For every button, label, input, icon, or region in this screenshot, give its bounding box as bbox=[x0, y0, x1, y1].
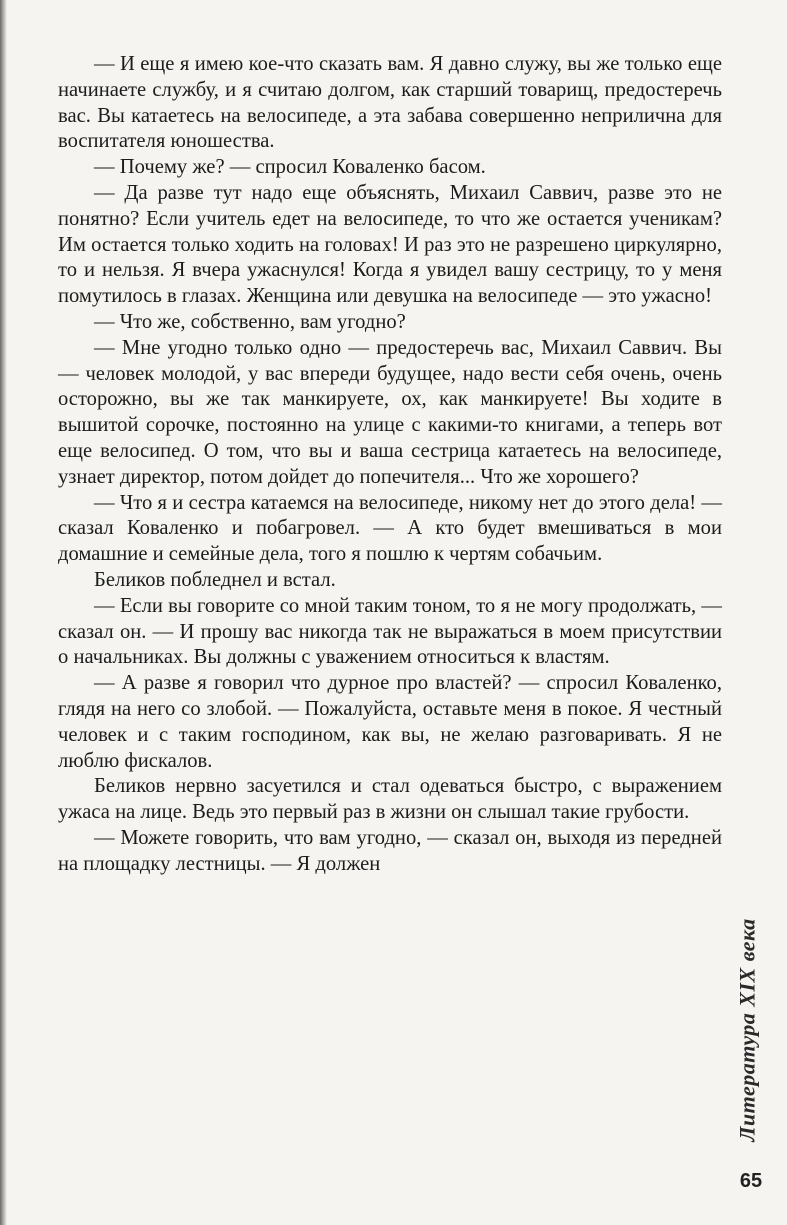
page-number: 65 bbox=[739, 1170, 763, 1192]
paragraph: — Что я и сестра катаемся на велосипеде, никому нет до этого дела! — сказал Коваленко и побагровел. — А кто будет вмешиваться в мои домашние и семейные дела, того я пошлю к чертям собачьим. bbox=[58, 491, 722, 566]
paragraph: — Если вы говорите со мной таким тоном, то я не могу продолжать, — сказал он. — И прошу вас никогда так не выражаться в моем присутствии о начальниках. Вы должны с уважением относиться к властям. bbox=[58, 594, 722, 669]
paragraph: — И еще я имею кое-что сказать вам. Я давно служу, вы же только еще начинаете службу, и я считаю долгом, как старший товарищ, предостеречь вас. Вы катаетесь на велосипеде, а эта забава совершенно неприлична для воспитателя юношества. bbox=[58, 53, 722, 153]
side-title-text: Литература XIX века bbox=[735, 918, 761, 1142]
paragraph: — Можете говорить, что вам угодно, — сказал он, выходя из передней на площадку лестницы. — Я должен bbox=[58, 826, 722, 875]
paragraph: — Да разве тут надо еще объяснять, Михаил Саввич, разве это не понятно? Если учитель едет на велосипеде, то что же остается ученикам? Им остается только ходить на головах! И раз это не разрешено циркулярно, то и нельзя. Я вчера ужаснулся! Когда я увидел вашу сестрицу, то у меня помутилось в глазах. Женщина или девушка на велосипеде — это ужасно! bbox=[58, 181, 722, 308]
body-text bbox=[58, 52, 722, 878]
running-side-title bbox=[728, 895, 768, 1165]
page-binding-shadow bbox=[0, 0, 7, 1225]
paragraph: — Почему же? — спросил Коваленко басом. bbox=[94, 156, 486, 179]
paragraph: Беликов побледнел и встал. bbox=[94, 568, 336, 591]
paragraph: — Мне угодно только одно — предостеречь вас, Михаил Саввич. Вы — человек молодой, у вас впереди будущее, надо вести себя очень, очень осторожно, вы же так манкируете, ох, как манкируете! Вы ходите в вышитой сорочке, постоянно на улице с какими-то книгами, а теперь вот еще велосипед. О том, что вы и ваша сестрица катаетесь на велосипеде, узнает директор, потом дойдет до попечителя... Что же хорошего? bbox=[58, 336, 722, 488]
paragraph: — А разве я говорил что дурное про властей? — спросил Коваленко, глядя на него со злобой. — Пожалуйста, оставьте меня в покое. Я честный человек и с таким господином, как вы, не желаю разговаривать. Я не люблю фискалов. bbox=[58, 672, 722, 772]
paragraph: — Что же, собственно, вам угодно? bbox=[94, 310, 406, 333]
paragraph: Беликов нервно засуетился и стал одеваться быстро, с выражением ужаса на лице. Ведь это первый раз в жизни он слышал такие грубости. bbox=[58, 775, 722, 824]
